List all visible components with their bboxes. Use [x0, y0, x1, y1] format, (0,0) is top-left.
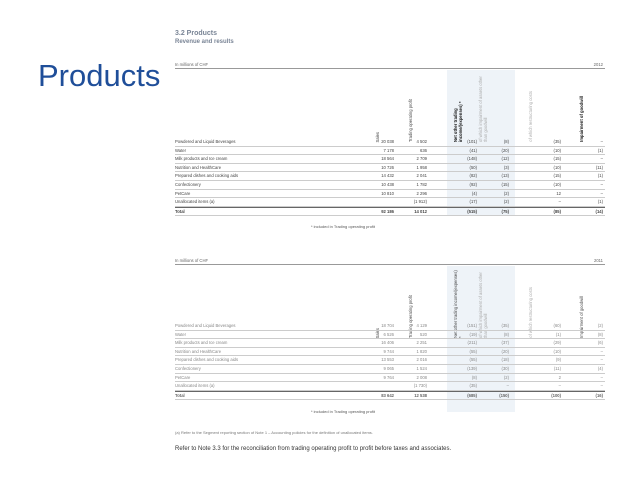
section-header	[175, 30, 607, 46]
table-row: Unallocated items (a) (1 730) (35) – – –	[175, 382, 605, 391]
table-row: Unallocated items (a) (1 912) (17) (2) – (1)	[175, 198, 605, 207]
col-header-impairment-goodwill: Impairment of goodwill	[579, 296, 584, 338]
table-row: PetCare 10 810 2 296 (4) (2) 12 –	[175, 190, 605, 199]
section-title: 3.2 Products	[175, 30, 218, 37]
footnote-2011: * included in Trading operating profit	[311, 409, 376, 414]
unit-label: In millions of CHF	[175, 62, 209, 67]
table-row: Confectionery 10 438 1 782 (92) (15) (10) –	[175, 181, 605, 190]
unit-label: In millions of CHF	[175, 258, 209, 263]
table-row: Powdered and Liquid Beverages 20 038 4 502 (101) (8) (35) –	[175, 138, 605, 147]
year-label: 2012	[593, 62, 603, 67]
table-row: Confectionery 9 065 1 524 (139) (30) (11) (4)	[175, 365, 605, 374]
footnote-2012: * included in Trading operating profit	[311, 224, 376, 229]
table-row: Water 6 526 520 (19) (8) (1) (8)	[175, 331, 605, 340]
section-subtitle: Revenue and results	[175, 39, 234, 45]
col-header-impairment-assets: of which impairment of assets other than goodwill	[478, 272, 488, 338]
table-row: PetCare 9 764 2 008 (8) (2) 2 –	[175, 374, 605, 383]
table-total-row: Total 92 186 14 012 (515) (75) (85) (14)	[175, 207, 605, 217]
col-header-net-other: Net other trading income/(expenses) *	[453, 101, 463, 142]
col-header-restructuring: of which restructuring costs	[528, 287, 533, 338]
table-2011	[175, 258, 605, 418]
table-row: Powdered and Liquid Beverages 18 704 4 129 (151) (35) (60) (2)	[175, 322, 605, 331]
col-header-trading-profit: Trading operating profit	[408, 98, 413, 142]
refer-note: Refer to Note 3.3 for the reconciliation from trading operating profit to profit before taxes and associates.	[175, 446, 452, 452]
col-header-impairment-assets: of which impairment of assets other than goodwill	[478, 76, 488, 142]
year-label: 2011	[593, 258, 603, 263]
col-header-net-other: Net other trading income/(expenses) *	[453, 270, 463, 338]
table-total-row: Total 83 642 12 538 (685) (150) (100) (16)	[175, 391, 605, 401]
col-header-sales: Sales	[375, 131, 380, 142]
col-header-trading-profit: Trading operating profit	[408, 294, 413, 338]
col-header-sales: Sales	[375, 327, 380, 338]
col-header-restructuring: of which restructuring costs	[528, 91, 533, 142]
table-row: Water 7 178 636 (41) (20) (10) (1)	[175, 147, 605, 156]
table-row: Nutrition and HealthCare 10 726 1 958 (50) (3) (10) (11)	[175, 164, 605, 173]
note-a: (a) Refer to the Segment reporting section of Note 1 – Accounting policies for the definition of unallocated items.	[175, 430, 373, 435]
col-header-impairment-goodwill: Impairment of goodwill	[579, 96, 584, 142]
table-row: Nutrition and HealthCare 9 744 1 820 (55) (20) (10) –	[175, 348, 605, 357]
table-row: Prepared dishes and cooking aids 13 553 2 016 (55) (18) (9) –	[175, 356, 605, 365]
table-row: Milk products and Ice cream 16 406 2 251 (211) (37) (29) (6)	[175, 339, 605, 348]
table-row: Prepared dishes and cooking aids 14 432 2 041 (82) (13) (15) (1)	[175, 172, 605, 181]
slide-title: Products	[38, 58, 161, 93]
table-2012	[175, 62, 605, 222]
table-row: Milk products and Ice cream 18 564 2 709 (148) (12) (15) –	[175, 155, 605, 164]
